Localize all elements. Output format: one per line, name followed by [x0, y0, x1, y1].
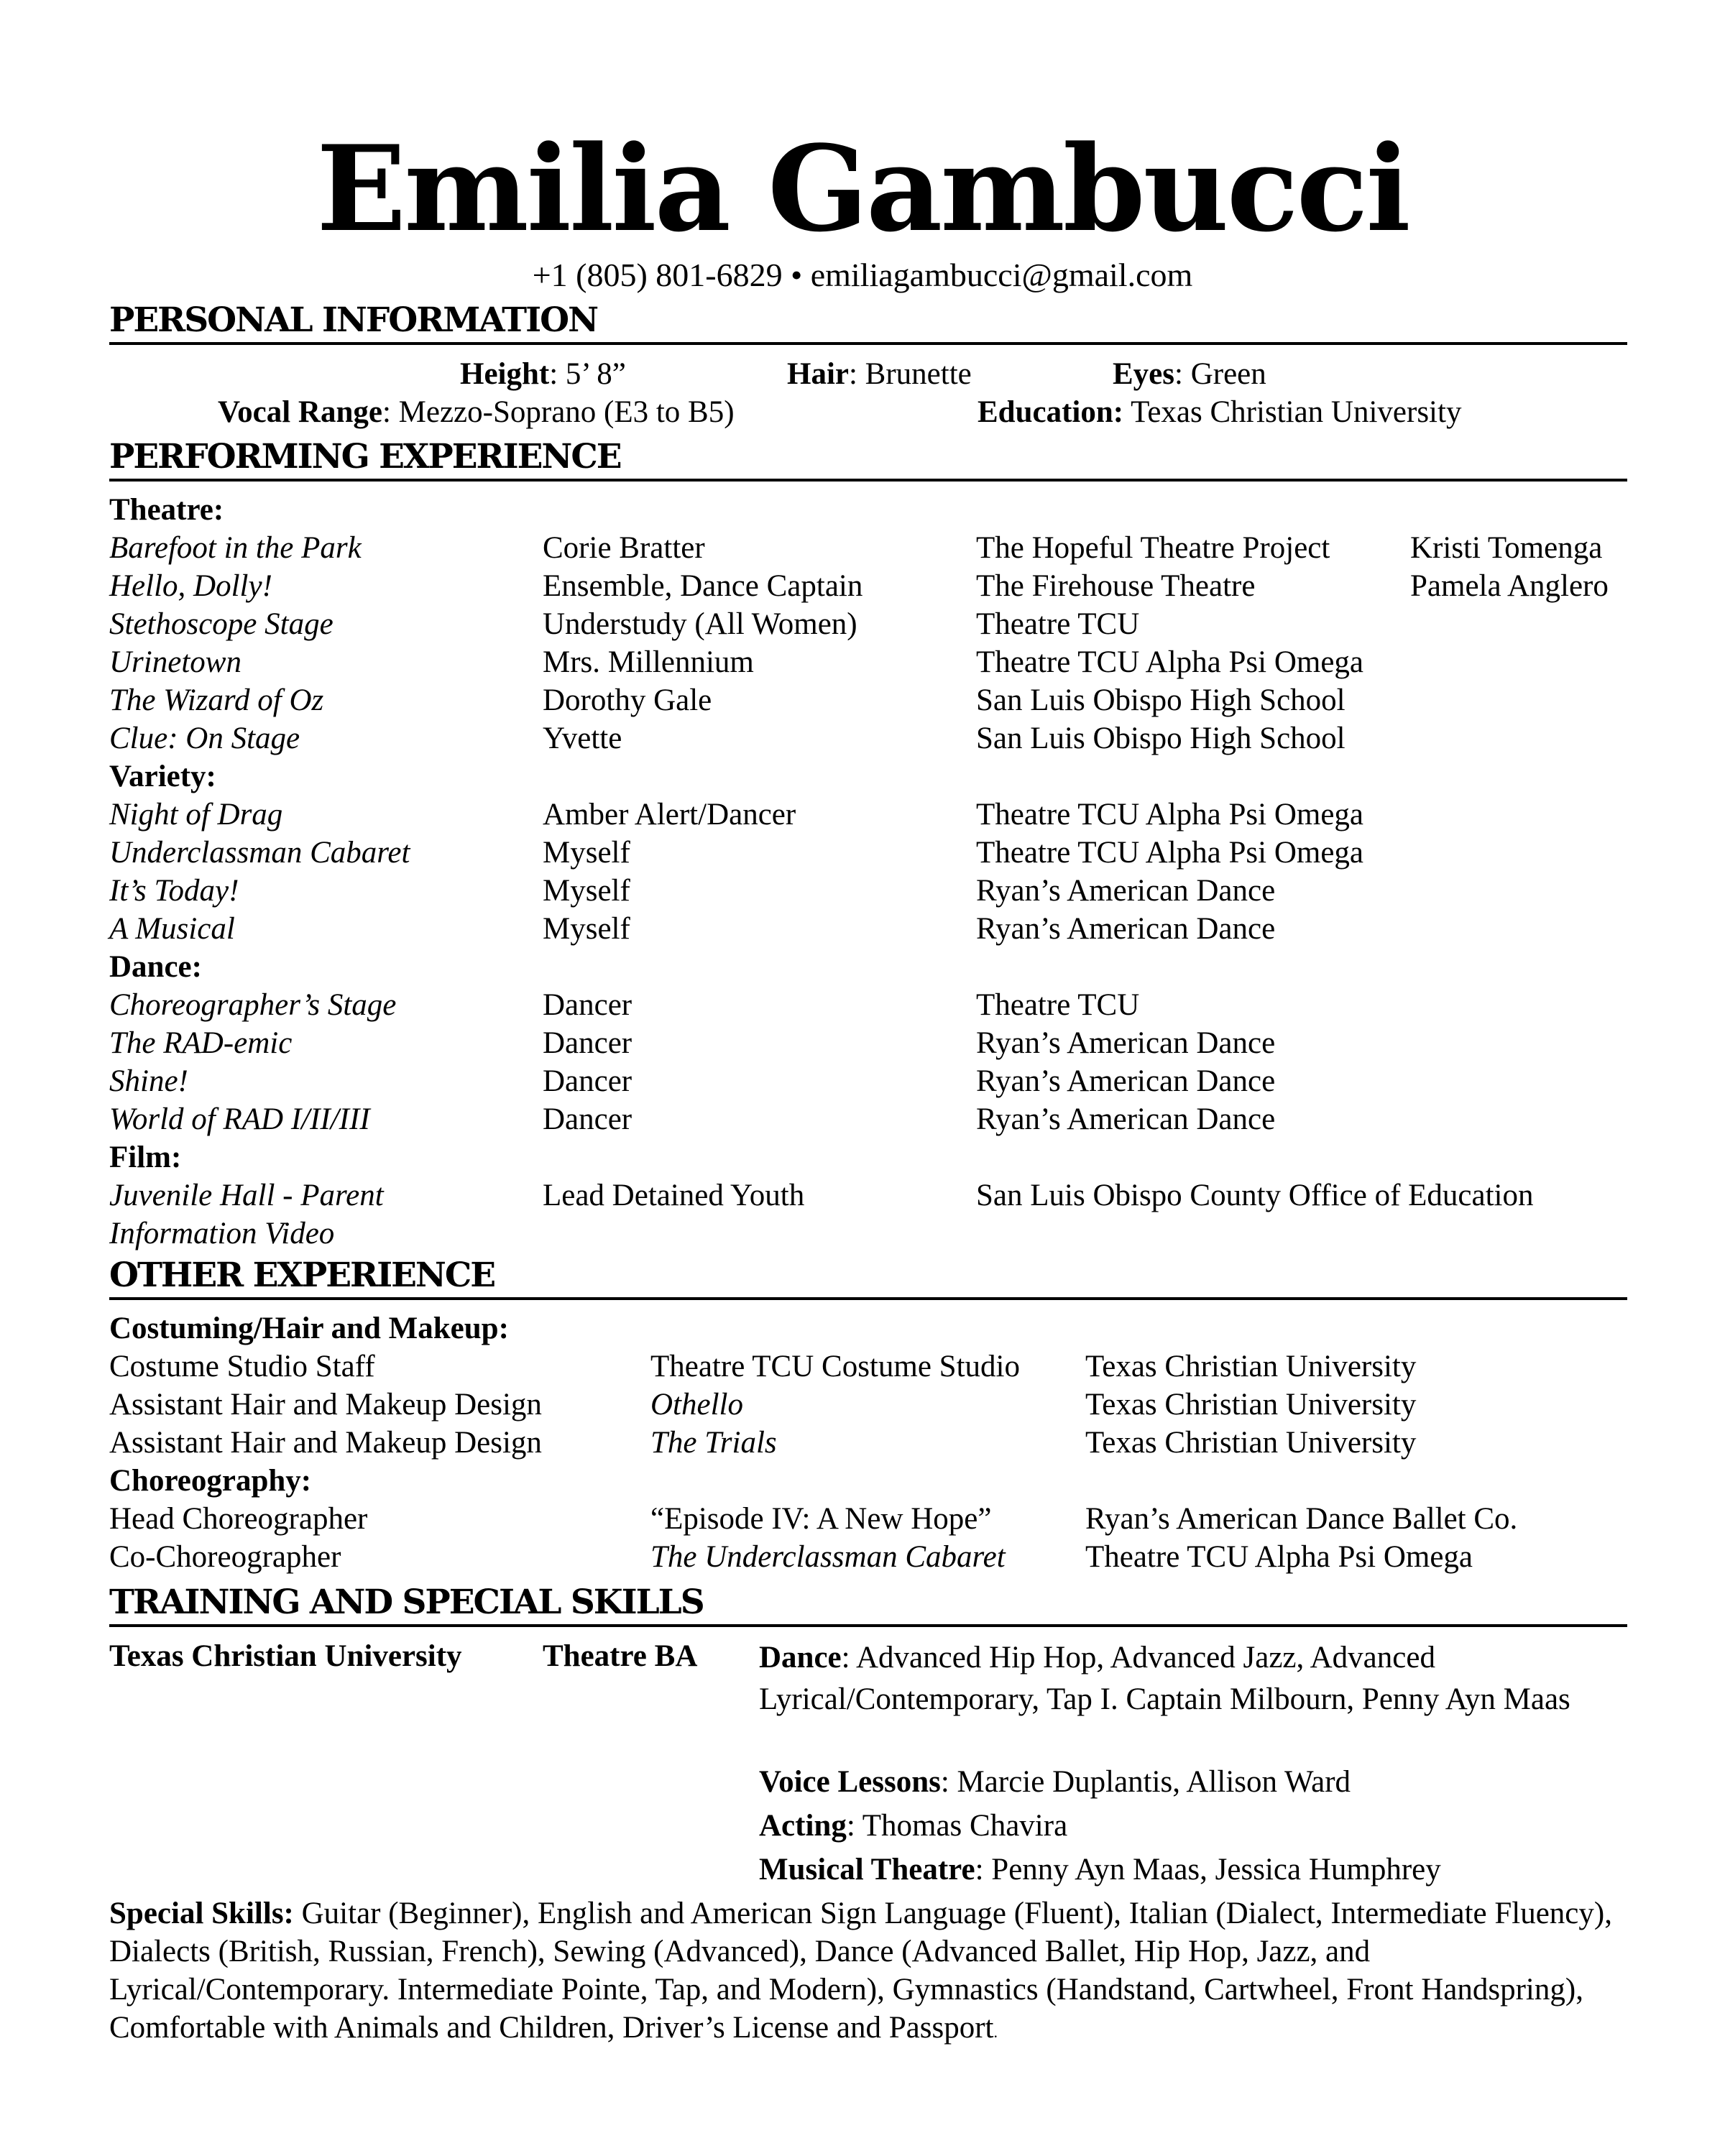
credit-title: Night of Drag: [109, 798, 283, 831]
training-voice-value: : Marcie Duplantis, Allison Ward: [940, 1765, 1351, 1799]
hair-value: : Brunette: [848, 357, 972, 391]
height-value: : 5’ 8”: [549, 357, 626, 391]
eyes-field: [1113, 355, 1266, 393]
training-acting-value: : Thomas Chavira: [846, 1809, 1068, 1843]
education-value: Texas Christian University: [1123, 395, 1462, 429]
credit-role: Dorothy Gale: [543, 683, 712, 717]
credit-venue: San Luis Obispo High School: [976, 683, 1346, 717]
training-acting-label: Acting: [759, 1809, 847, 1843]
credit-venue: Theatre TCU Alpha Psi Omega: [976, 798, 1363, 831]
credit-role: Dancer: [543, 988, 632, 1022]
other-role: Costume Studio Staff: [109, 1350, 375, 1383]
training-dance-value: : Advanced Hip Hop, Advanced Jazz, Advanced Lyrical/Contemporary, Tap I. Captain Milbourn, Penny Ayn Maas: [759, 1641, 1570, 1716]
film-subheading: Film:: [109, 1141, 182, 1174]
other-role: Assistant Hair and Makeup Design: [109, 1426, 542, 1460]
height-field: [460, 355, 626, 393]
credit-director: Kristi Tomenga: [1410, 531, 1603, 565]
other-experience-heading: OTHER EXPERIENCE: [109, 1256, 495, 1295]
credit-role: Myself: [543, 836, 630, 870]
credit-role: Myself: [543, 874, 630, 908]
credit-venue: The Firehouse Theatre: [976, 569, 1256, 603]
section-divider: [109, 342, 1627, 345]
credit-role: Dancer: [543, 1064, 632, 1098]
credit-director: Pamela Anglero: [1410, 569, 1609, 603]
dance-subheading: Dance:: [109, 950, 202, 984]
credit-venue: San Luis Obispo High School: [976, 722, 1346, 755]
training-skills-heading: TRAINING AND SPECIAL SKILLS: [109, 1583, 704, 1622]
credit-venue: Theatre TCU Alpha Psi Omega: [976, 645, 1363, 679]
training-acting: [759, 1807, 1067, 1845]
special-skills-label: Special Skills:: [109, 1897, 294, 1930]
other-organization: Texas Christian University: [1085, 1388, 1417, 1422]
credit-title: The RAD-emic: [109, 1026, 293, 1060]
hair-label: Hair: [787, 357, 849, 391]
credit-role: Yvette: [543, 722, 622, 755]
other-project: The Trials: [650, 1426, 777, 1460]
vocal-range-field: [218, 393, 735, 431]
credit-title: Urinetown: [109, 645, 242, 679]
resume-name: Emilia Gambucci: [316, 119, 1409, 258]
credit-title-continued: Information Video: [109, 1217, 335, 1250]
training-mt-value: : Penny Ayn Maas, Jessica Humphrey: [975, 1853, 1441, 1886]
training-musical-theatre: [759, 1851, 1441, 1889]
credit-title: Juvenile Hall - Parent: [109, 1179, 384, 1212]
credit-venue: Ryan’s American Dance: [976, 874, 1276, 908]
credit-title: Stethoscope Stage: [109, 607, 334, 641]
credit-role: Mrs. Millennium: [543, 645, 754, 679]
training-mt-label: Musical Theatre: [759, 1853, 975, 1886]
credit-title: The Wizard of Oz: [109, 683, 324, 717]
eyes-value: : Green: [1174, 357, 1266, 391]
credit-title: Barefoot in the Park: [109, 531, 362, 565]
other-role: Assistant Hair and Makeup Design: [109, 1388, 542, 1422]
other-project: The Underclassman Cabaret: [650, 1540, 1006, 1574]
credit-venue: Ryan’s American Dance: [976, 1064, 1276, 1098]
credit-title: Clue: On Stage: [109, 722, 300, 755]
choreography-subheading: Choreography:: [109, 1464, 312, 1498]
contact-line: +1 (805) 801-6829 • emiliagambucci@gmail.com: [532, 257, 1193, 293]
credit-role: Dancer: [543, 1102, 632, 1136]
credit-title: Shine!: [109, 1064, 188, 1098]
personal-information-heading: PERSONAL INFORMATION: [109, 300, 598, 340]
other-role: Co-Choreographer: [109, 1540, 341, 1574]
section-divider: [109, 1624, 1627, 1627]
credit-role: Understudy (All Women): [543, 607, 857, 641]
special-skills: [109, 1894, 1619, 2051]
training-voice: [759, 1763, 1351, 1801]
vocal-range-label: Vocal Range: [218, 395, 382, 429]
other-organization: Texas Christian University: [1085, 1426, 1417, 1460]
other-project: “Episode IV: A New Hope”: [650, 1502, 992, 1536]
theatre-subheading: Theatre:: [109, 493, 224, 527]
credit-venue: Ryan’s American Dance: [976, 1026, 1276, 1060]
vocal-range-value: : Mezzo-Soprano (E3 to B5): [382, 395, 735, 429]
credit-venue: Theatre TCU Alpha Psi Omega: [976, 836, 1363, 870]
credit-role: Amber Alert/Dancer: [543, 798, 796, 831]
education-label: Education:: [978, 395, 1124, 429]
training-dance-label: Dance: [759, 1641, 842, 1674]
credit-venue: Theatre TCU: [976, 607, 1140, 641]
credit-role: Corie Bratter: [543, 531, 705, 565]
other-role: Head Choreographer: [109, 1502, 368, 1536]
training-voice-label: Voice Lessons: [759, 1765, 941, 1799]
training-dance: [759, 1637, 1593, 1720]
costuming-subheading: Costuming/Hair and Makeup:: [109, 1312, 509, 1345]
hair-field: [787, 355, 972, 393]
training-degree: Theatre BA: [543, 1639, 698, 1673]
credit-title: Choreographer’s Stage: [109, 988, 397, 1022]
special-skills-value: Guitar (Beginner), English and American Sign Language (Fluent), Italian (Dialect, Intermediate Fluency), Dialects (British, Russian, French), Sewing (Advanced), Dance (Advanced Ballet, Hip Hop, Jazz, and Lyrical/Contemporary. Intermediate Pointe, Tap, and Modern), Gymnastics (Handstand, Cartwheel, Front Handspring), Comfortable with Animals and Children, Driver’s License and Passport: [109, 1897, 1612, 2045]
credit-role: Ensemble, Dance Captain: [543, 569, 863, 603]
credit-title: World of RAD I/II/III: [109, 1102, 370, 1136]
credit-role: Dancer: [543, 1026, 632, 1060]
section-divider: [109, 1297, 1627, 1300]
other-organization: Theatre TCU Alpha Psi Omega: [1085, 1540, 1473, 1574]
credit-title: It’s Today!: [109, 874, 239, 908]
section-divider: [109, 479, 1627, 482]
training-school: Texas Christian University: [109, 1639, 462, 1673]
other-project: Theatre TCU Costume Studio: [650, 1350, 1020, 1383]
credit-role: Lead Detained Youth: [543, 1179, 805, 1212]
credit-role: Myself: [543, 912, 630, 946]
other-organization: Ryan’s American Dance Ballet Co.: [1085, 1502, 1518, 1536]
credit-title: Underclassman Cabaret: [109, 836, 410, 870]
credit-venue: Theatre TCU: [976, 988, 1140, 1022]
other-organization: Texas Christian University: [1085, 1350, 1417, 1383]
credit-title: A Musical: [109, 912, 235, 946]
credit-venue: Ryan’s American Dance: [976, 1102, 1276, 1136]
credit-venue: The Hopeful Theatre Project: [976, 531, 1330, 565]
special-skills-period: .: [993, 2023, 998, 2041]
credit-venue: San Luis Obispo County Office of Education: [976, 1179, 1534, 1212]
credit-title: Hello, Dolly!: [109, 569, 272, 603]
eyes-label: Eyes: [1113, 357, 1174, 391]
other-project: Othello: [650, 1388, 743, 1422]
performing-experience-heading: PERFORMING EXPERIENCE: [109, 437, 621, 476]
education-field: [978, 393, 1461, 431]
credit-venue: Ryan’s American Dance: [976, 912, 1276, 946]
height-label: Height: [460, 357, 550, 391]
variety-subheading: Variety:: [109, 760, 216, 793]
